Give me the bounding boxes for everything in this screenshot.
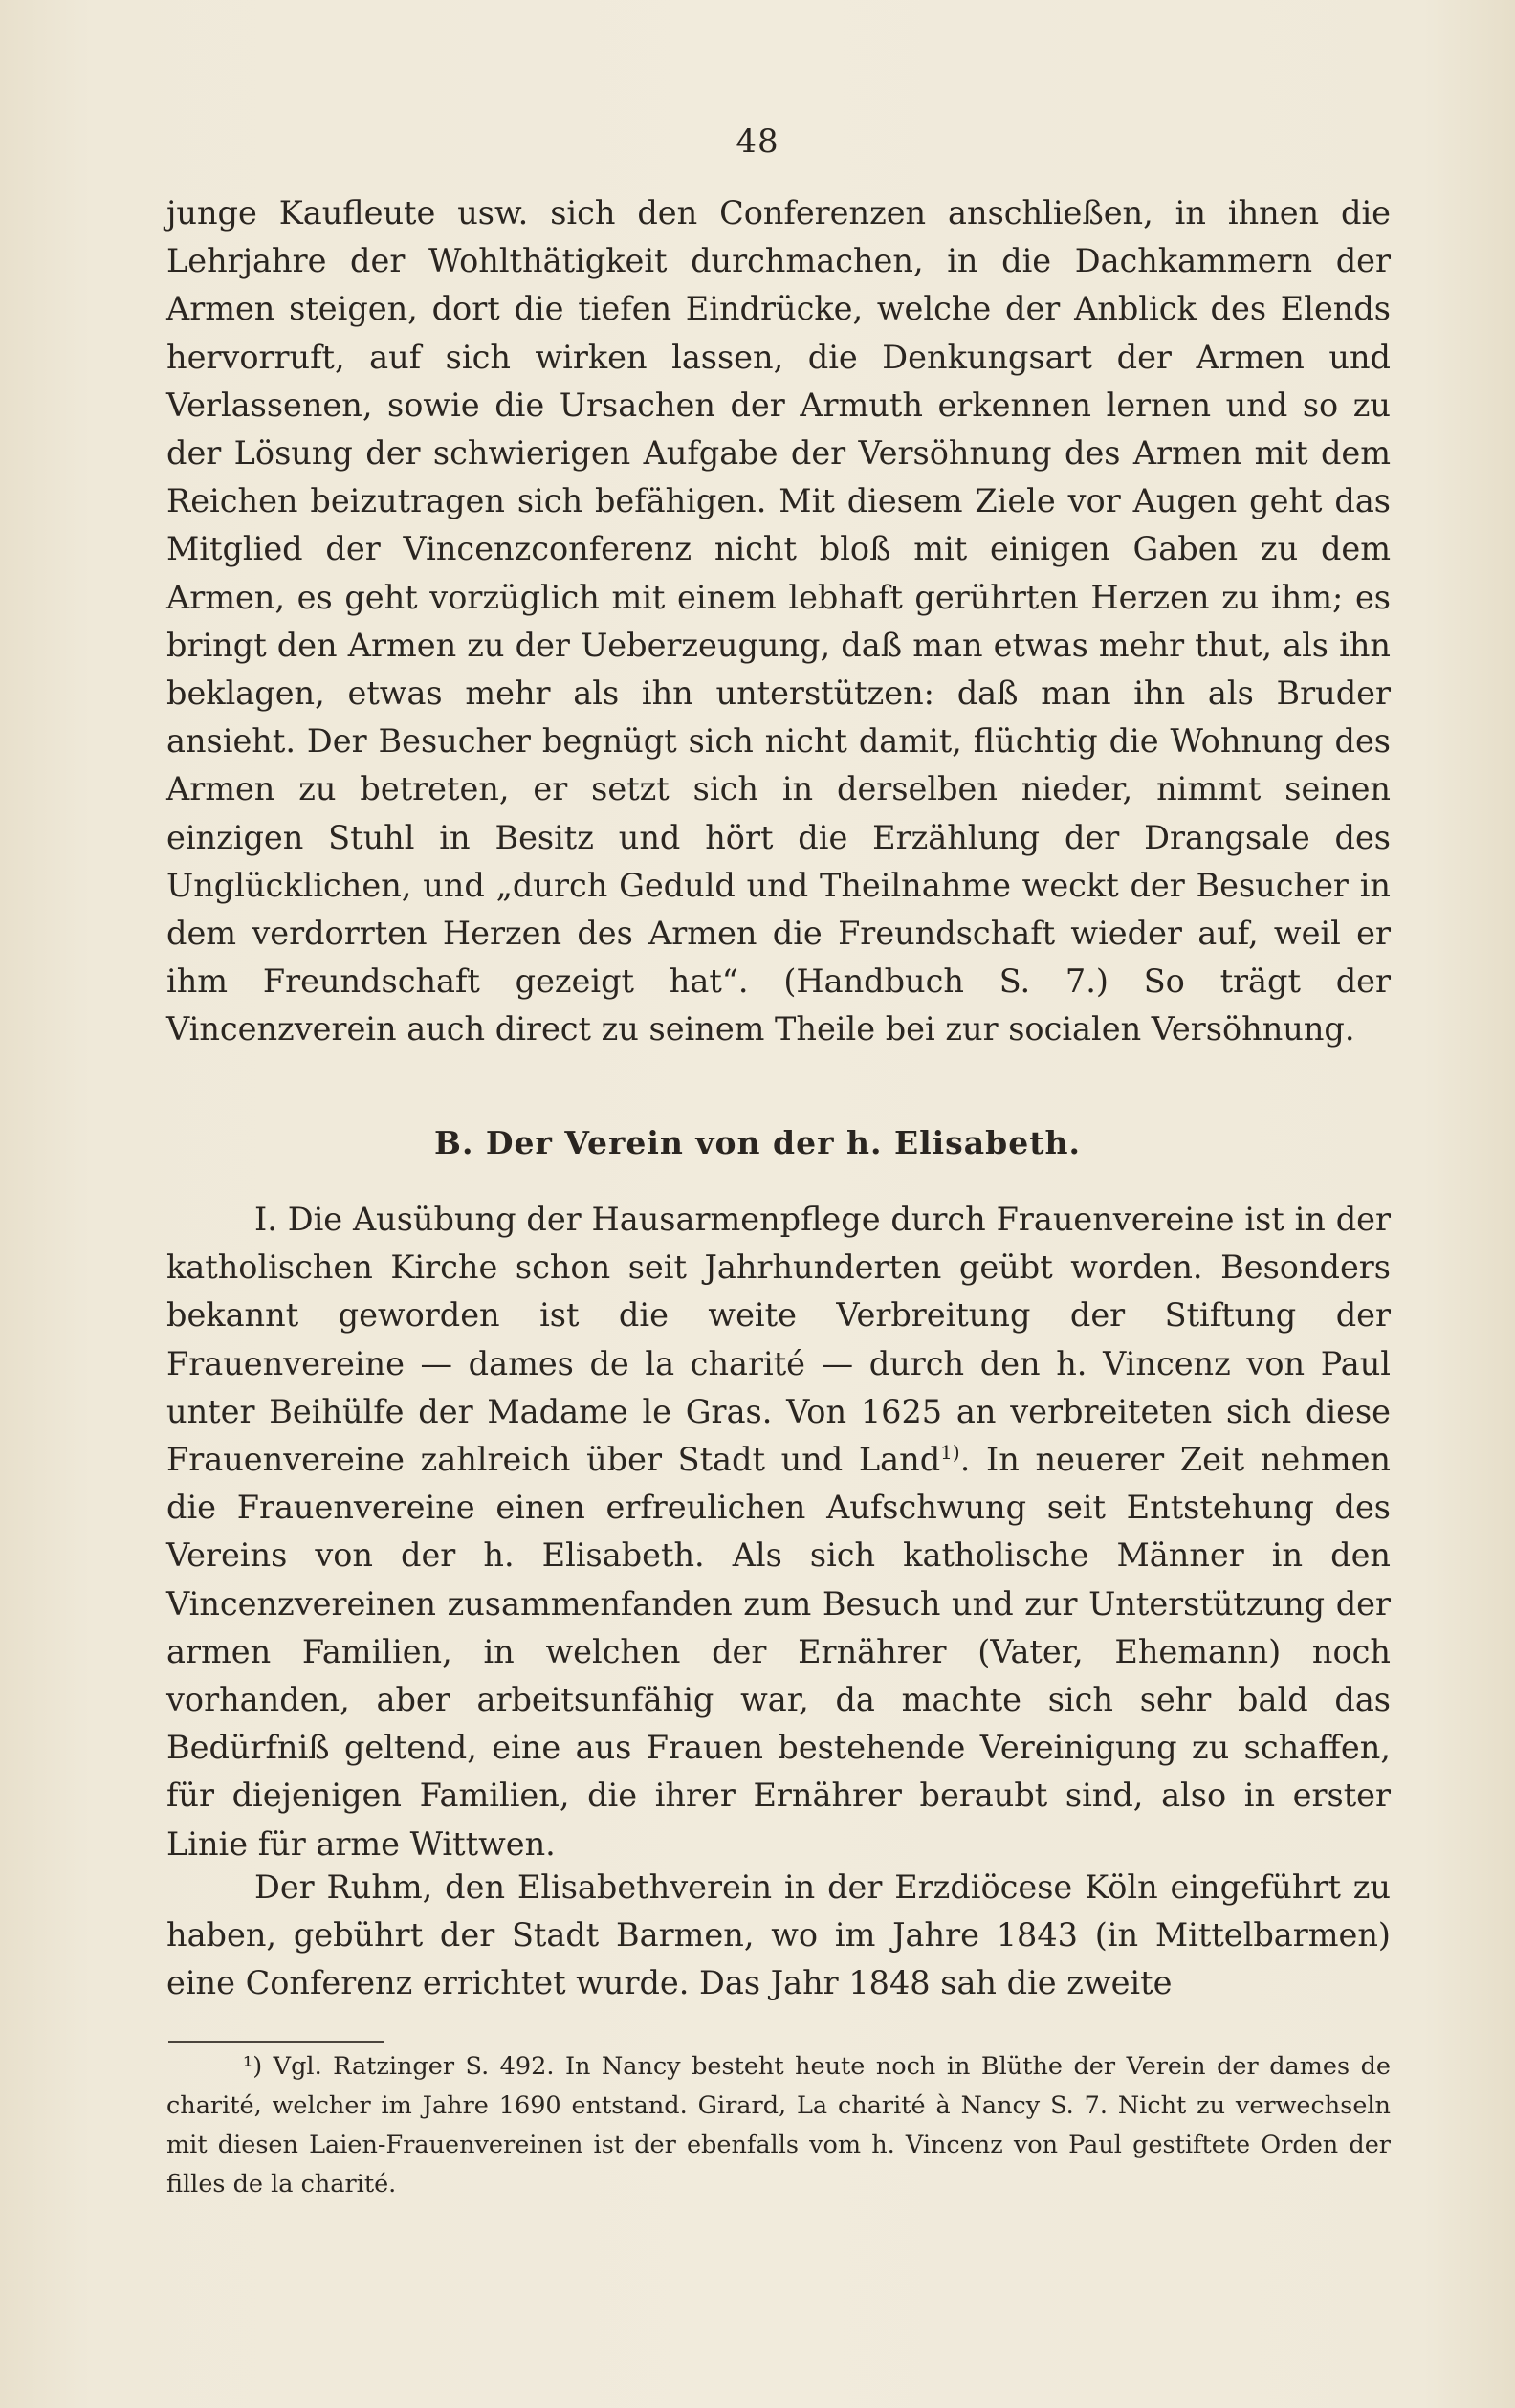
paragraph-elisabethverein: Der Ruhm, den Elisabethverein in der Erzdiöcese Köln eingeführt zu haben, gebührt der Stadt Barmen, wo im Jahre 1843 (in Mittelbarmen) eine Conferenz errichtet wurde. Das Jahr 1848 sah die zweite bbox=[166, 1868, 1391, 2002]
paragraph-frauenvereine-text: I. Die Ausübung der Hausarmenpflege durch Frauenvereine ist in der katholischen Kirche schon seit Jahrhunderten geübt worden. Besonders bekannt geworden ist die weite Verbreitung der Stiftung der Frauenvereine — dames de la charité — durch den h. Vincenz von Paul unter Beihülfe der Madame le Gras. Von 1625 an verbreiteten sich diese Frauenvereine zahlreich über Stadt und Land bbox=[166, 1201, 1391, 1479]
main-text-section-2 bbox=[166, 1196, 1391, 1868]
footnote-1: ¹) Vgl. Ratzinger S. 492. In Nancy besteht heute noch in Blüthe der Verein der dames de charité, welcher im Jahre 1690 entstand. Girard, La charité à Nancy S. 7. Nicht zu verwechseln mit diesen Laien-Frauenvereinen ist der ebenfalls vom h. Vincenz von Paul gestiftete Orden der filles de la charité. bbox=[166, 2052, 1391, 2198]
footnote-reference: 1) bbox=[940, 1440, 960, 1464]
main-text-section-3 bbox=[166, 1864, 1391, 2008]
section-heading: B. Der Verein von der h. Elisabeth. bbox=[434, 1124, 1081, 1161]
main-text-section-1 bbox=[166, 189, 1391, 1054]
paragraph-vincenz-conferenz: junge Kaufleute usw. sich den Conferenzen anschließen, in ihnen die Lehrjahre der Wohlthätigkeit durchmachen, in die Dachkammern der Armen steigen, dort die tiefen Eindrücke, welche der Anblick des Elends hervorruft, auf sich wirken lassen, die Denkungsart der Armen und Verlassenen, sowie die Ursachen der Armuth erkennen lernen und so zu der Lösung der schwierigen Aufgabe der Versöhnung des Armen mit dem Reichen beizutragen sich befähigen. Mit diesem Ziele vor Augen geht das Mitglied der Vincenzconferenz nicht bloß mit einigen Gaben zu dem Armen, es geht vorzüglich mit einem lebhaft gerührten Herzen zu ihm; es bringt den Armen zu der Ueberzeugung, daß man etwas mehr thut, als ihn beklagen, etwas mehr als ihn unterstützen: daß man ihn als Bruder ansieht. Der Besucher begnügt sich nicht damit, flüchtig die Wohnung des Armen zu betreten, er setzt sich in derselben nieder, nimmt seinen einzigen Stuhl in Besitz und hört die Erzählung der Drangsale des Unglücklichen, und „durch Geduld und Theilnahme weckt der Besucher in dem verdorrten Herzen des Armen die Freundschaft wieder auf, weil er ihm Freundschaft gezeigt hat“. (Handbuch S. 7.) So trägt der Vincenzverein auch direct zu seinem Theile bei zur socialen Versöhnung. bbox=[166, 194, 1391, 1049]
paragraph-frauenvereine bbox=[166, 1196, 1391, 1868]
footnote-divider bbox=[168, 2041, 384, 2043]
footnotes bbox=[166, 2047, 1391, 2204]
page-number: 48 bbox=[736, 122, 779, 161]
paragraph-frauenvereine-continued: . In neuerer Zeit nehmen die Frauenvereine einen erfreulichen Aufschwung seit Entstehung des Vereins von der h. Elisabeth. Als sich katholische Männer in den Vincenzvereinen zusammenfanden zum Besuch und zur Unterstützung der armen Familien, in welchen der Ernährer (Vater, Ehemann) noch vorhanden, aber arbeitsunfähig war, da machte sich sehr bald das Bedürfniß geltend, eine aus Frauen bestehende Vereinigung zu schaffen, für diejenigen Familien, die ihrer Ernährer beraubt sind, also in erster Linie für arme Wittwen. bbox=[166, 1441, 1391, 1863]
